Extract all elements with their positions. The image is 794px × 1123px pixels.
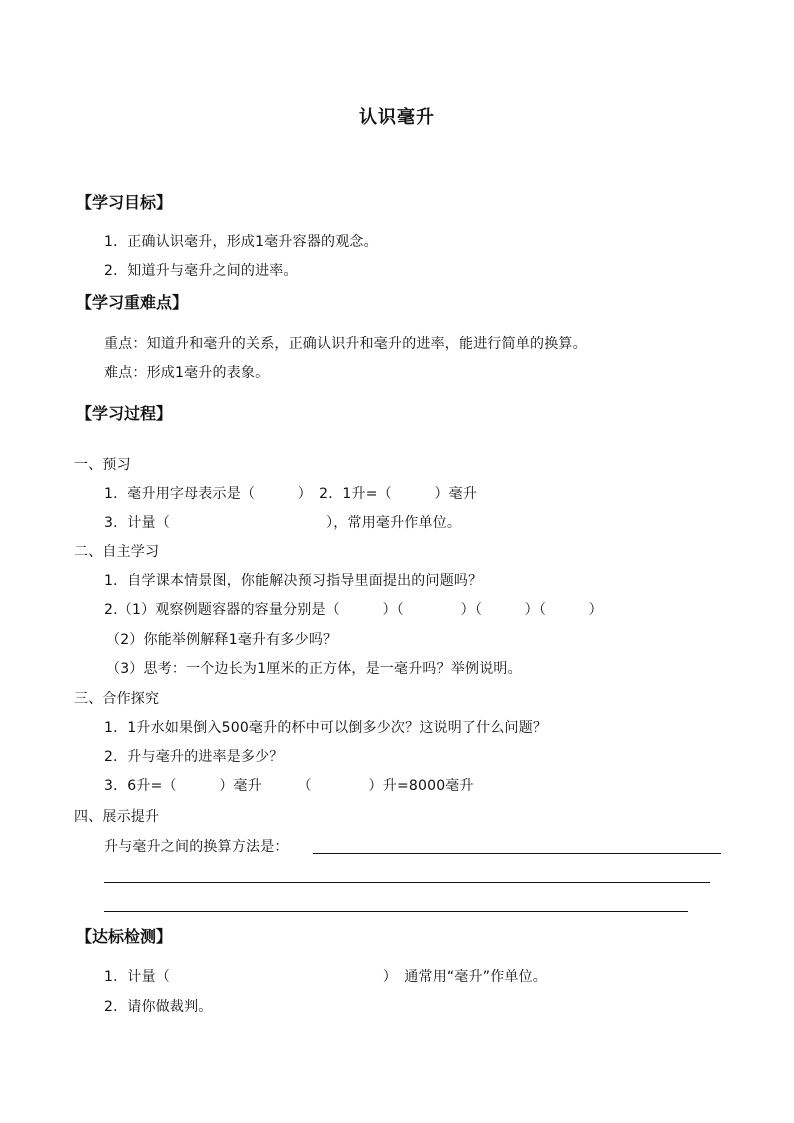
self-study-item-4: （3）思考：一个边长为1厘米的正方体，是一毫升吗？举例说明。	[106, 661, 522, 677]
answer-line-2	[104, 882, 710, 883]
cooperate-item-3: 3．6升=（ ）毫升 （ ）升=8000毫升	[104, 778, 474, 794]
section-heading-process: 【学习过程】	[76, 404, 173, 423]
goal-item-2: 2．知道升与毫升之间的进率。	[104, 263, 298, 279]
key-point-difficulty: 难点：形成1毫升的表象。	[104, 365, 270, 381]
self-study-label: 二、自主学习	[74, 544, 160, 560]
section-heading-goals: 【学习目标】	[76, 193, 173, 212]
key-point-focus: 重点：知道升和毫升的关系，正确认识升和毫升的进率，能进行简单的换算。	[104, 336, 587, 352]
preview-item-2: 3．计量（ ），常用毫升作单位。	[104, 515, 462, 531]
section-heading-key-points: 【学习重难点】	[76, 293, 189, 312]
self-study-item-1: 1．自学课本情景图，你能解决预习指导里面提出的问题吗？	[104, 573, 483, 589]
page-title: 认识毫升	[359, 107, 435, 128]
goal-item-1: 1．正确认识毫升，形成1毫升容器的观念。	[104, 234, 378, 250]
show-prompt: 升与毫升之间的换算方法是：	[104, 839, 289, 855]
answer-line-1	[313, 853, 721, 854]
cooperate-label: 三、合作探究	[74, 691, 160, 707]
preview-item-1: 1．毫升用字母表示是（ ） 2．1升=（ ）毫升	[104, 486, 478, 502]
cooperate-item-1: 1．1升水如果倒入500毫升的杯中可以倒多少次？这说明了什么问题？	[104, 720, 548, 736]
section-heading-check: 【达标检测】	[76, 927, 173, 946]
cooperate-item-2: 2．升与毫升的进率是多少？	[104, 749, 284, 765]
self-study-item-2: 2.（1）观察例题容器的容量分别是（ ）（ ）（ ）（ ）	[104, 602, 603, 618]
show-label: 四、展示提升	[74, 809, 160, 825]
self-study-item-3: （2）你能举例解释1毫升有多少吗？	[106, 632, 338, 648]
check-item-1: 1．计量（ ） 通常用“毫升”作单位。	[104, 969, 548, 985]
answer-line-3	[104, 911, 688, 912]
preview-label: 一、预习	[74, 457, 131, 473]
check-item-2: 2．请你做裁判。	[104, 999, 213, 1015]
